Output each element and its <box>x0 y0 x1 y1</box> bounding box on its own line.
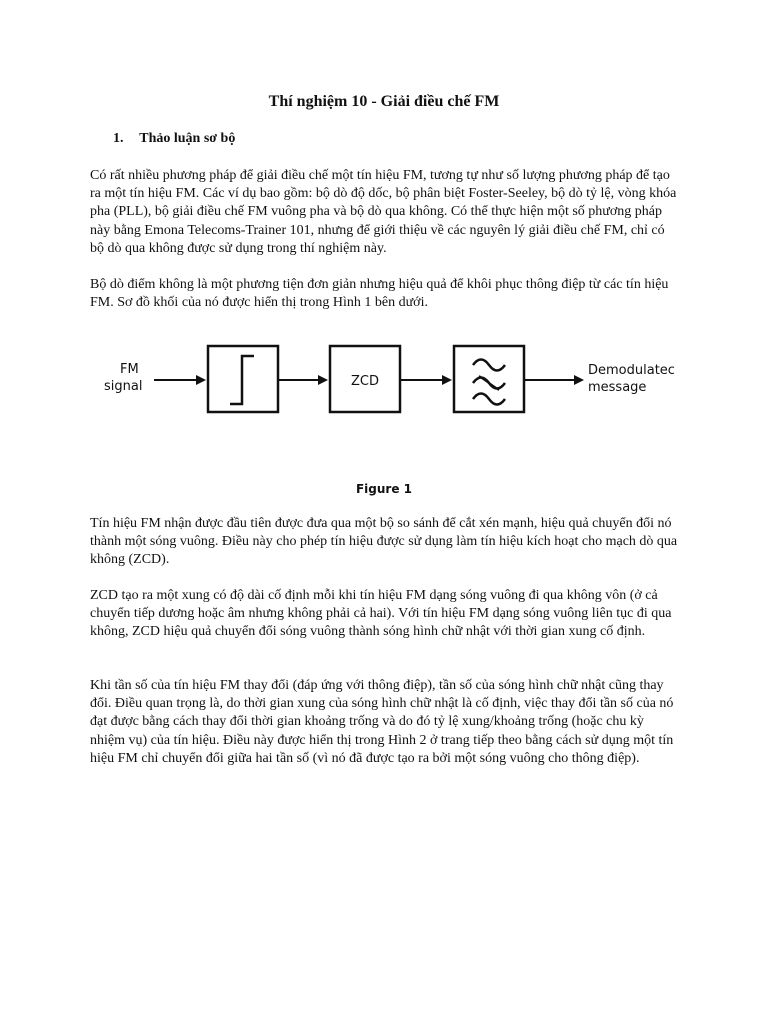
paragraph-3: Tín hiệu FM nhận được đầu tiên được đưa qua một bộ so sánh để cắt xén mạnh, hiệu quả chuyển đổi nó thành một sóng vuông. Điều này cho phép tín hiệu được sử dụng làm tín hiệu kích hoạt cho mạch dò qua không (ZCD). <box>90 516 678 568</box>
figure-1-block-diagram <box>96 336 696 441</box>
section-number: 1. <box>113 131 124 146</box>
paragraph-1: Có rất nhiều phương pháp để giải điều chế một tín hiệu FM, tương tự như số lượng phương pháp để tạo ra một tín hiệu FM. Các ví dụ bao gồm: bộ dò độ dốc, bộ phân biệt Foster-Seeley, bộ dò tỷ lệ, vòng khóa pha (PLL), bộ giải điều chế FM vuông pha và bộ dò qua không. Có thể thực hiện một số phương pháp này bằng Emona Telecoms-Trainer 101, nhưng để giới thiệu về các nguyên lý giải điều chế FM, chỉ có bộ dò qua không được sử dụng trong thí nghiệm này. <box>90 168 677 256</box>
input-label-signal: signal <box>104 379 143 394</box>
section-heading <box>113 131 235 147</box>
paragraph-5: Khi tần số của tín hiệu FM thay đổi (đáp ứng với thông điệp), tần số của sóng hình chữ nhật cũng thay đổi. Điều quan trọng là, do thời gian xung của sóng hình chữ nhật là cố định, việc thay đổi tần số của nó đạt được bằng cách thay đổi thời gian khoảng trống và do đó tỷ lệ xung/khoảng trống (hoặc chu kỳ nhiệm vụ) của tín hiệu. Điều này được hiển thị trong Hình 2 ở trang tiếp theo bằng cách sử dụng một tín hiệu FM chỉ chuyển đổi giữa hai tần số (vì nó đã được tạo ra bởi một sóng vuông cho thông điệp). <box>90 678 674 766</box>
output-label-demodulated: Demodulatec <box>588 363 675 378</box>
comparator-step-icon <box>230 356 254 404</box>
lowpass-filter-icon <box>473 360 505 405</box>
section-title: Thảo luận sơ bộ <box>139 131 236 146</box>
page-title: Thí nghiệm 10 - Giải điều chế FM <box>268 93 500 110</box>
paragraph-2: Bộ dò điểm không là một phương tiện đơn giản nhưng hiệu quả để khôi phục thông điệp từ các tín hiệu FM. Sơ đồ khối của nó được hiển thị trong Hình 1 bên dưới. <box>90 277 669 311</box>
paragraph-4: ZCD tạo ra một xung có độ dài cố định mỗi khi tín hiệu FM dạng sóng vuông đi qua không vôn (ở cả chuyển tiếp dương hoặc âm nhưng không phải cả hai). Với tín hiệu FM dạng sóng vuông liên tục đi qua không, ZCD hiệu quả chuyển đổi sóng vuông thành sóng hình chữ nhật với thời gian xung cố định. <box>90 588 672 640</box>
input-label-fm: FM <box>120 362 139 377</box>
figure-caption: Figure 1 <box>355 482 413 496</box>
output-label-message: message <box>588 380 647 395</box>
filter-block <box>454 346 524 412</box>
zcd-label: ZCD <box>351 374 379 389</box>
block-diagram-svg <box>96 336 696 436</box>
